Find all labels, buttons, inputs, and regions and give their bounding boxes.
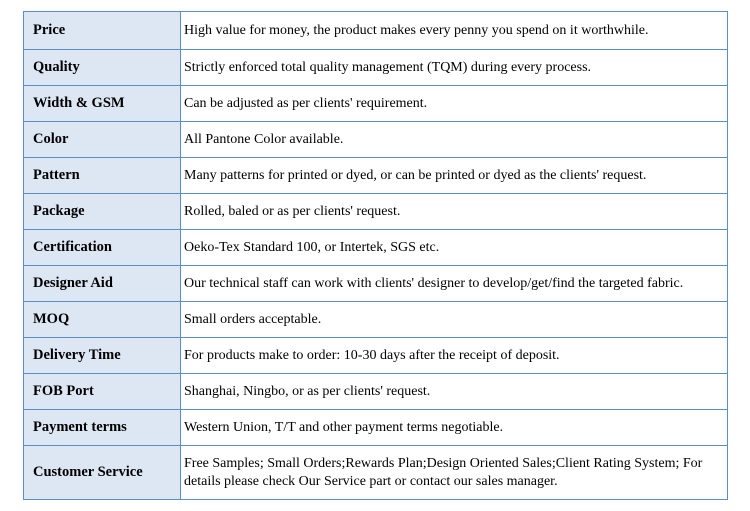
table-row: [24, 158, 728, 194]
row-label: MOQ: [24, 302, 181, 338]
row-value: Strictly enforced total quality management (TQM) during every process.: [181, 50, 728, 86]
row-value: Shanghai, Ningbo, or as per clients' request.: [181, 374, 728, 410]
table-row: [24, 122, 728, 158]
row-label: Pattern: [24, 158, 181, 194]
table-row: [24, 12, 728, 50]
row-label: Customer Service: [24, 446, 181, 500]
row-value: Small orders acceptable.: [181, 302, 728, 338]
table-row: [24, 86, 728, 122]
table-row: [24, 302, 728, 338]
row-value: Many patterns for printed or dyed, or can be printed or dyed as the clients' request.: [181, 158, 728, 194]
spec-table-container: [23, 11, 728, 500]
row-value: Oeko-Tex Standard 100, or Intertek, SGS etc.: [181, 230, 728, 266]
row-value: Free Samples; Small Orders;Rewards Plan;Design Oriented Sales;Client Rating System; For details please check Our Service part or contact our sales manager.: [181, 446, 728, 500]
row-label: Designer Aid: [24, 266, 181, 302]
row-value: Can be adjusted as per clients' requirement.: [181, 86, 728, 122]
row-label: Width & GSM: [24, 86, 181, 122]
table-row: [24, 266, 728, 302]
row-label: Quality: [24, 50, 181, 86]
table-row: [24, 194, 728, 230]
row-label: FOB Port: [24, 374, 181, 410]
row-label: Delivery Time: [24, 338, 181, 374]
table-row: [24, 338, 728, 374]
row-value: Western Union, T/T and other payment terms negotiable.: [181, 410, 728, 446]
table-row: [24, 446, 728, 500]
row-label: Payment terms: [24, 410, 181, 446]
row-label: Package: [24, 194, 181, 230]
row-value: Rolled, baled or as per clients' request.: [181, 194, 728, 230]
table-row: [24, 230, 728, 266]
row-value: High value for money, the product makes every penny you spend on it worthwhile.: [181, 12, 728, 50]
spec-table: [23, 11, 728, 500]
table-row: [24, 374, 728, 410]
row-label: Color: [24, 122, 181, 158]
table-row: [24, 410, 728, 446]
row-value: For products make to order: 10-30 days after the receipt of deposit.: [181, 338, 728, 374]
row-value: All Pantone Color available.: [181, 122, 728, 158]
row-value: Our technical staff can work with clients' designer to develop/get/find the targeted fabric.: [181, 266, 728, 302]
row-label: Certification: [24, 230, 181, 266]
table-row: [24, 50, 728, 86]
row-label: Price: [24, 12, 181, 50]
